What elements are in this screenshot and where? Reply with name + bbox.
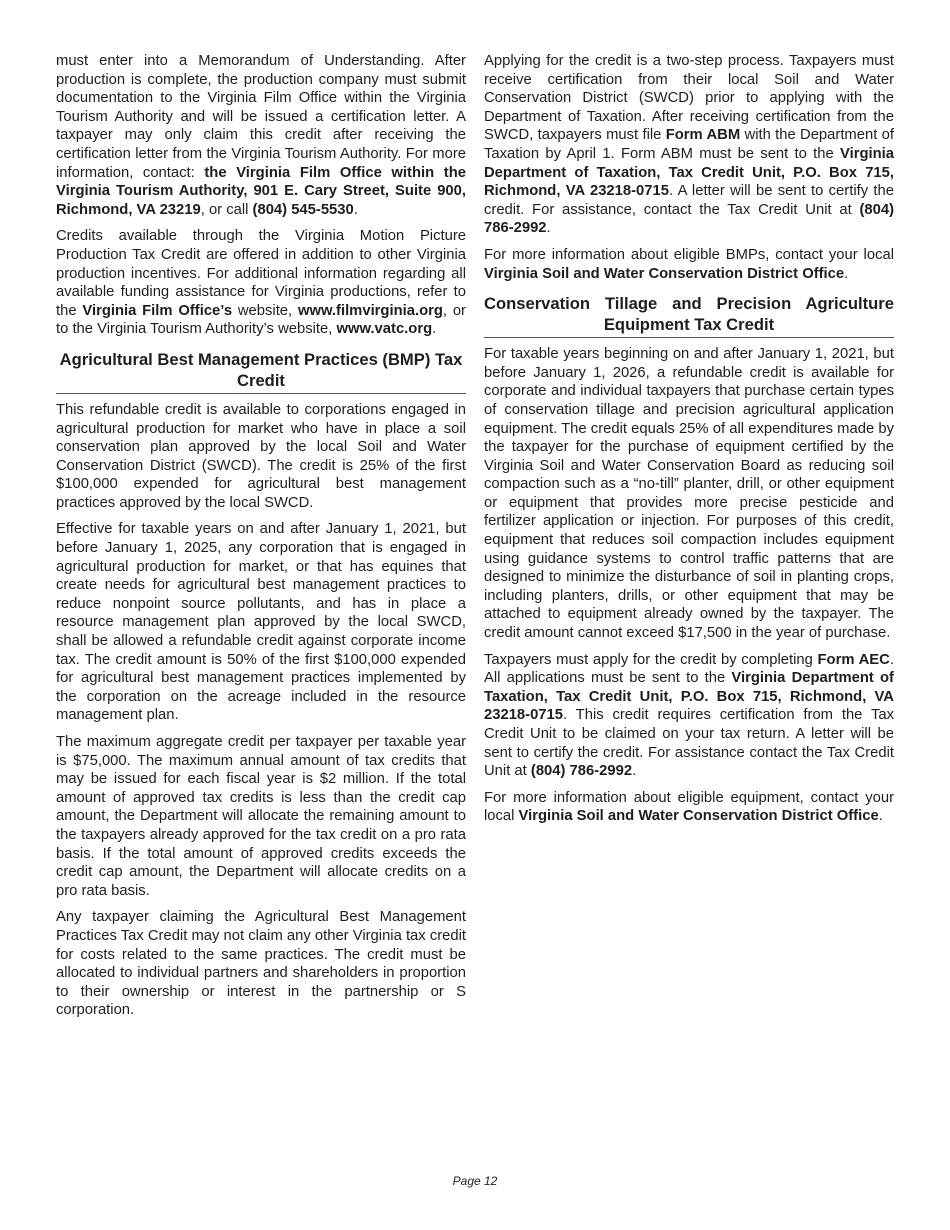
- film-credits-paragraph: Credits available through the Virginia Motion Picture Production Tax Credit are offered in addition to other Virginia production incentives. For additional information regarding all available funding assistance for Virginia productions, refer to the Virginia Film Office’s website, www.filmvirginia.org, or to the Virginia Tourism Authority’s website, www.vatc.org.: [56, 228, 466, 338]
- bmp-paragraph-3: The maximum aggregate credit per taxpayer per taxable year is $75,000. The maximum annual amount of tax credits that may be issued for each fiscal year is $2 million. If the total amount of approved tax credits is less than the credit cap amount, the Department will allocate the remaining amount to the taxpayers already approved for the tax credit on a pro rata basis. If the total amount of approved credits exceeds the credit cap amount, the Department will allocate credits on a pro rata basis.: [56, 734, 466, 899]
- tillage-heading: Conservation Tillage and Precision Agriculture Equipment Tax Credit: [484, 293, 894, 338]
- left-column: [56, 52, 466, 1028]
- bmp-paragraph-2: Effective for taxable years on and after January 1, 2021, but before January 1, 2025, any corporation that is engaged in agricultural production for market, or that has equines that create needs for agricultural best management practices to reduce nonpoint source pollutants, and has in place a resource management plan approved by the local SWCD, shall be allowed a refundable credit against corporate income tax. The credit amount is 50% of the first $100,000 expended for agricultural best management practices implemented by the corporation on the acreage included in the resource management plan.: [56, 521, 466, 724]
- film-office-phone: (804) 545-5530: [252, 201, 354, 218]
- tillage-contact-paragraph: For more information about eligible equipment, contact your local Virginia Soil and Water Conservation District Office.: [484, 789, 894, 825]
- film-office-address: the Virginia Film Office within the Virginia Tourism Authority, 901 E. Cary Street, Suite 900, Richmond, VA 23219: [56, 164, 466, 218]
- bmp-paragraph-1: This refundable credit is available to corporations engaged in agricultural production for market who have in place a soil conservation plan approved by the local Soil and Water Conservation District (SWCD). The credit is 25% of the first $100,000 expended for agricultural best management practices approved by the local SWCD.: [56, 401, 466, 511]
- bmp-application-paragraph: Applying for the credit is a two-step process. Taxpayers must receive certification from their local Soil and Water Conservation District (SWCD) prior to applying with the Department of Taxation. After receiving certification from the SWCD, taxpayers must file Form ABM with the Department of Taxation by April 1. Form ABM must be sent to the Virginia Department of Taxation, Tax Credit Unit, P.O. Box 715, Richmond, VA 23218-0715. A letter will be sent to certify the credit. For assistance, contact the Tax Credit Unit at (804) 786-2992.: [484, 53, 894, 237]
- bmp-paragraph-4: Any taxpayer claiming the Agricultural Best Management Practices Tax Credit may not claim any other Virginia tax credit for costs related to the same practices. The credit must be allocated to individual partners and shareholders in proportion to their ownership or interest in the partnership or S corporation.: [56, 909, 466, 1019]
- bmp-contact-paragraph: For more information about eligible BMPs, contact your local Virginia Soil and Water Conservation District Office.: [484, 246, 894, 282]
- right-column: [484, 52, 894, 834]
- tillage-paragraph-2: Taxpayers must apply for the credit by completing Form AEC. All applications must be sent to the Virginia Department of Taxation, Tax Credit Unit, P.O. Box 715, Richmond, VA 23218-0715. This credit requires certification from the Tax Credit Unit to be claimed on your tax return. A letter will be sent to certify the credit. For assistance contact the Tax Credit Unit at (804) 786-2992.: [484, 651, 894, 780]
- bmp-heading: Agricultural Best Management Practices (BMP) Tax Credit: [56, 349, 466, 394]
- filmvirginia-link: www.filmvirginia.org: [297, 302, 443, 319]
- page-number: Page 12: [452, 1174, 498, 1188]
- film-office-paragraph: must enter into a Memorandum of Understanding. After production is complete, the production company must submit documentation to the Virginia Film Office within the Virginia Tourism Authority and will be issued a certification letter. A taxpayer may only claim this credit after receiving the certification letter from the Virginia Tourism Authority. For more information, contact: the Virginia Film Office within the Virginia Tourism Authority, 901 E. Cary Street, Suite 900, Richmond, VA 23219, or call (804) 545-5530.: [56, 53, 466, 218]
- tillage-paragraph-1: For taxable years beginning on and after January 1, 2021, but before January 1, 2026, a refundable credit is available for corporate and individual taxpayers that purchase certain types of conservation tillage and precision agricultural application equipment. The credit equals 25% of all expenditures made by the taxpayer for the purchase of equipment certified by the Virginia Soil and Water Conservation Board as reducing soil compaction such as a “no-till” planter, drill, or other equipment or equipment that provides more precise pesticide and fertilizer application or injection. For purposes of this credit, equipment that reduces soil compaction includes equipment using guidance systems to control traffic patterns that are designed to minimize the disturbance of soil in planting crops, including planters, drills, or other equipment that may be attached to equipment already owned by the taxpayer. The credit amount cannot exceed $17,500 in the year of purchase.: [484, 346, 894, 642]
- vatc-link: www.vatc.org: [336, 321, 433, 338]
